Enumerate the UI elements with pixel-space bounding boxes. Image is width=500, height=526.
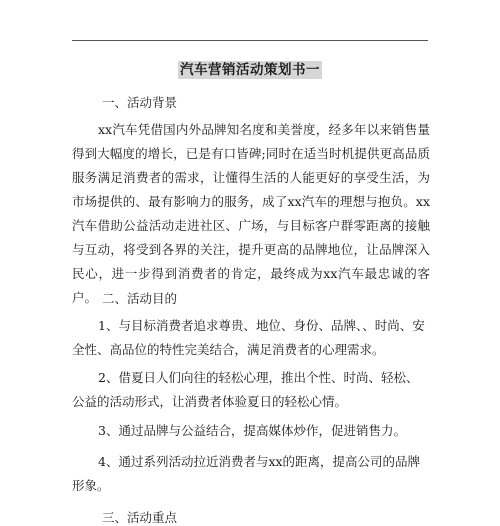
section-body-background: xx汽车凭借国内外品牌知名度和美誉度，经多年以来销售量得到大幅度的增长，已是有口皆碑;同时在适当时机提供更高品质服务满足消费者的需求，让懂得生活的人能更好的享受生活，为市场提供的、最有影响力的服务，成了xx汽车的理想与抱负。xx汽车借助公益活动走进社区、广场，与目标客户群零距离的接触与互动，将受到各界的关注，提升更高的品牌地位，让品牌深入民心，进一步得到消费者的肯定，最终成为xx汽车最忠诚的客户。 [72, 122, 430, 305]
section-heading-purpose: 二、活动目的 [102, 291, 178, 306]
document-title [0, 58, 500, 78]
list-item-purpose-1: 1、与目标消费者追求尊贵、地位、身份、品牌、、时尚、安全性、高品位的特性完美结合，满足消费者的心理需求。 [72, 318, 425, 357]
section-heading-background: 一、活动背景 [102, 95, 178, 110]
section-heading-focus: 三、活动重点 [102, 510, 178, 525]
list-item-purpose-4: 4、通过系列活动拉近消费者与xx的距离，提高公司的品牌形象。 [72, 454, 421, 493]
document-title-text: 汽车营销活动策划书一 [180, 62, 320, 78]
header-rule [72, 40, 428, 41]
list-item-purpose-3: 3、通过品牌与公益结合，提高媒体炒作，促进销售力。 [98, 423, 406, 438]
list-item-purpose-2: 2、借夏日人们向往的轻松心理，推出个性、时尚、轻松、公益的活动形式，让消费者体验夏日的轻松心情。 [72, 370, 419, 409]
